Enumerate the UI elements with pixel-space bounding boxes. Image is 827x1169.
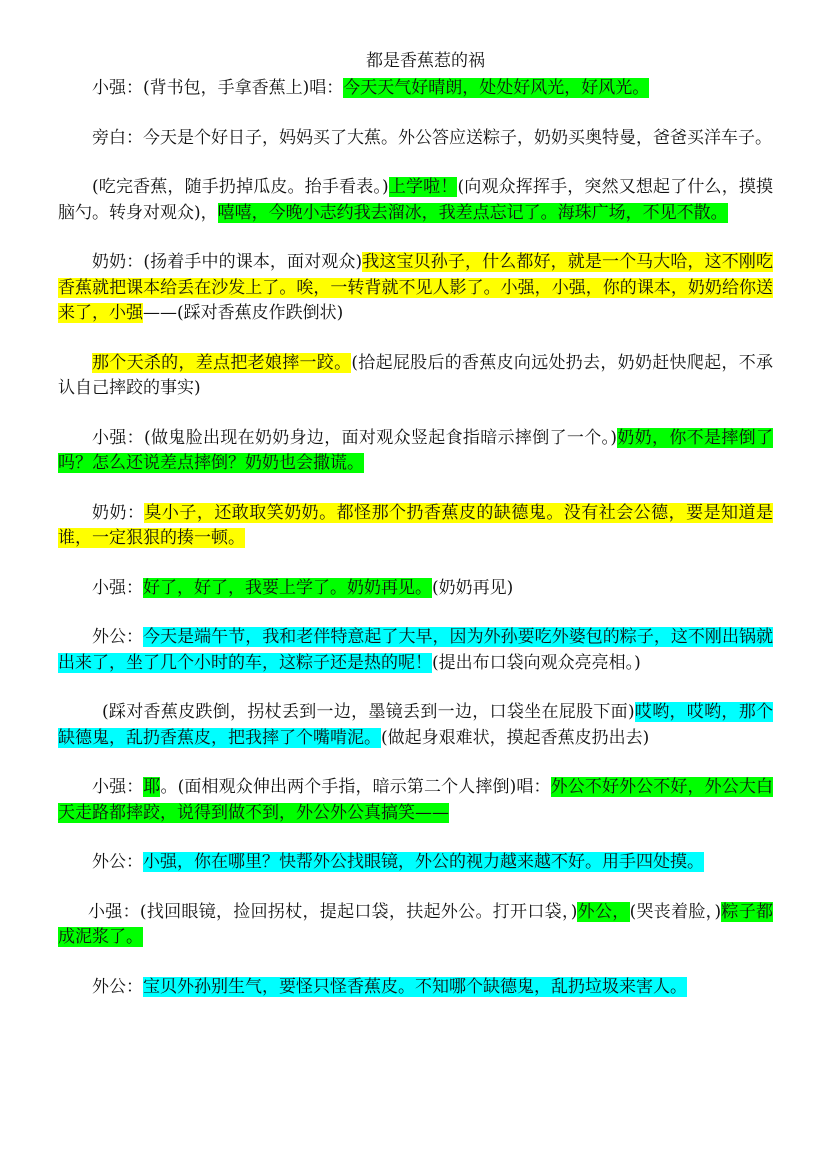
paragraph — [58, 175, 773, 226]
paragraph — [58, 775, 773, 826]
highlighted-text: 那个天杀的，差点把老娘摔一跤。 — [92, 352, 352, 373]
text-segment: (奶奶再见) — [432, 577, 514, 598]
highlighted-text: 宝贝外孙别生气，要怪只怪香蕉皮。不知哪个缺德鬼，乱扔垃圾来害人。 — [143, 976, 687, 997]
paragraph — [58, 850, 773, 876]
text-segment: 小强：(做鬼脸出现在奶奶身边，面对观众竖起食指暗示摔倒了一个。) — [92, 427, 618, 448]
text-segment: (提出布口袋向观众亮亮相。) — [432, 652, 641, 673]
text-segment: (拾起屁股后的香蕉皮向远处扔去，奶奶赶快爬起，不承认自己摔跤的事实) — [58, 352, 773, 398]
text-segment: (哭丧着脸，) — [629, 901, 722, 922]
highlighted-text: 外公不好外公不好，外公大白天走路都摔跤，说得到做不到，外公外公真搞笑—— — [58, 777, 774, 823]
text-segment: (做起身艰难状，摸起香蕉皮扔出去) — [381, 727, 650, 748]
paragraph — [58, 250, 773, 327]
highlighted-text: 嘻嘻，今晚小志约我去溜冰，我差点忘记了。海珠广场，不见不散。 — [217, 202, 728, 223]
text-segment: 奶奶： — [92, 502, 145, 523]
highlighted-text: 外公， — [577, 901, 630, 922]
highlighted-text: 奶奶，你不是摔倒了吗？怎么还说差点摔倒？奶奶也会撒谎。 — [58, 427, 774, 473]
text-segment: 外公： — [92, 627, 144, 647]
highlighted-text: 耶 — [143, 777, 161, 797]
highlighted-text: 今天天气好晴朗，处处好风光，好风光。 — [343, 78, 650, 98]
text-segment: (向观众挥挥手，突然又想起了什么，摸摸脑勺。转身对观众)， — [58, 177, 774, 223]
paragraph — [58, 576, 773, 602]
text-segment: 外公： — [92, 976, 143, 997]
text-segment: 小强：(背书包，手拿香蕉上)唱： — [92, 78, 344, 98]
highlighted-text: 臭小子，还敢取笑奶奶。都怪那个扔香蕉皮的缺德鬼。没有社会公德，要是知道是谁，一定狠狠的揍一顿。 — [58, 502, 773, 548]
highlighted-text: 今天是端午节，我和老伴特意起了大早，因为外孙要吃外婆包的粽子，这不刚出锅就出来了，坐了几个小时的车，这粽子还是热的呢！ — [58, 627, 773, 673]
text-segment: 旁白：今天是个好日子，妈妈买了大蕉。外公答应送粽子，奶奶买奥特曼，爸爸买洋车子。 — [92, 127, 772, 148]
text-segment: (吃完香蕉，随手扔掉瓜皮。抬手看表。) — [92, 177, 389, 197]
paragraph — [58, 76, 773, 102]
highlighted-text: 上学啦！ — [388, 177, 458, 197]
paragraph — [58, 975, 773, 1001]
highlighted-text: 我这宝贝孙子，什么都好，就是一个马大哈，这不刚吃香蕉就把课本给丢在沙发上了。唉，一转背就不见人影了。小强，小强，你的课本，奶奶给你送来了，小强 — [58, 252, 774, 323]
document-body — [58, 76, 773, 1000]
text-segment: 。(面相观众伸出两个手指，暗示第二个人摔倒)唱： — [160, 777, 551, 797]
text-segment: 奶奶：(扬着手中的课本，面对观众) — [92, 252, 363, 272]
highlighted-text: 哎哟，哎哟，那个缺德鬼，乱扔香蕉皮，把我摔了个嘴啃泥。 — [58, 702, 774, 748]
text-segment: (踩对香蕉皮跌倒，拐杖丢到一边，墨镜丢到一边，口袋坐在屁股下面) — [102, 702, 635, 722]
highlighted-text: 粽子都成泥浆了。 — [58, 901, 773, 947]
text-segment: ——(踩对香蕉皮作跌倒状) — [143, 303, 344, 323]
paragraph — [58, 351, 773, 402]
document-title: 都是香蕉惹的祸 — [366, 51, 485, 71]
text-segment: 小强： — [92, 577, 143, 598]
highlighted-text: 好了，好了，我要上学了。奶奶再见。 — [143, 577, 432, 598]
paragraph — [58, 625, 773, 676]
paragraph — [58, 501, 773, 552]
paragraph — [58, 426, 773, 477]
text-segment: 小强： — [92, 777, 144, 797]
text-segment: 外公： — [92, 852, 143, 872]
highlighted-text: 小强，你在哪里？快帮外公找眼镜，外公的视力越来越不好。用手四处摸。 — [143, 852, 704, 872]
paragraph — [58, 700, 773, 751]
text-segment: 小强：(找回眼镜，捡回拐杖，提起口袋，扶起外公。打开口袋，) — [88, 901, 578, 922]
paragraph — [58, 900, 773, 951]
paragraph — [58, 126, 773, 152]
